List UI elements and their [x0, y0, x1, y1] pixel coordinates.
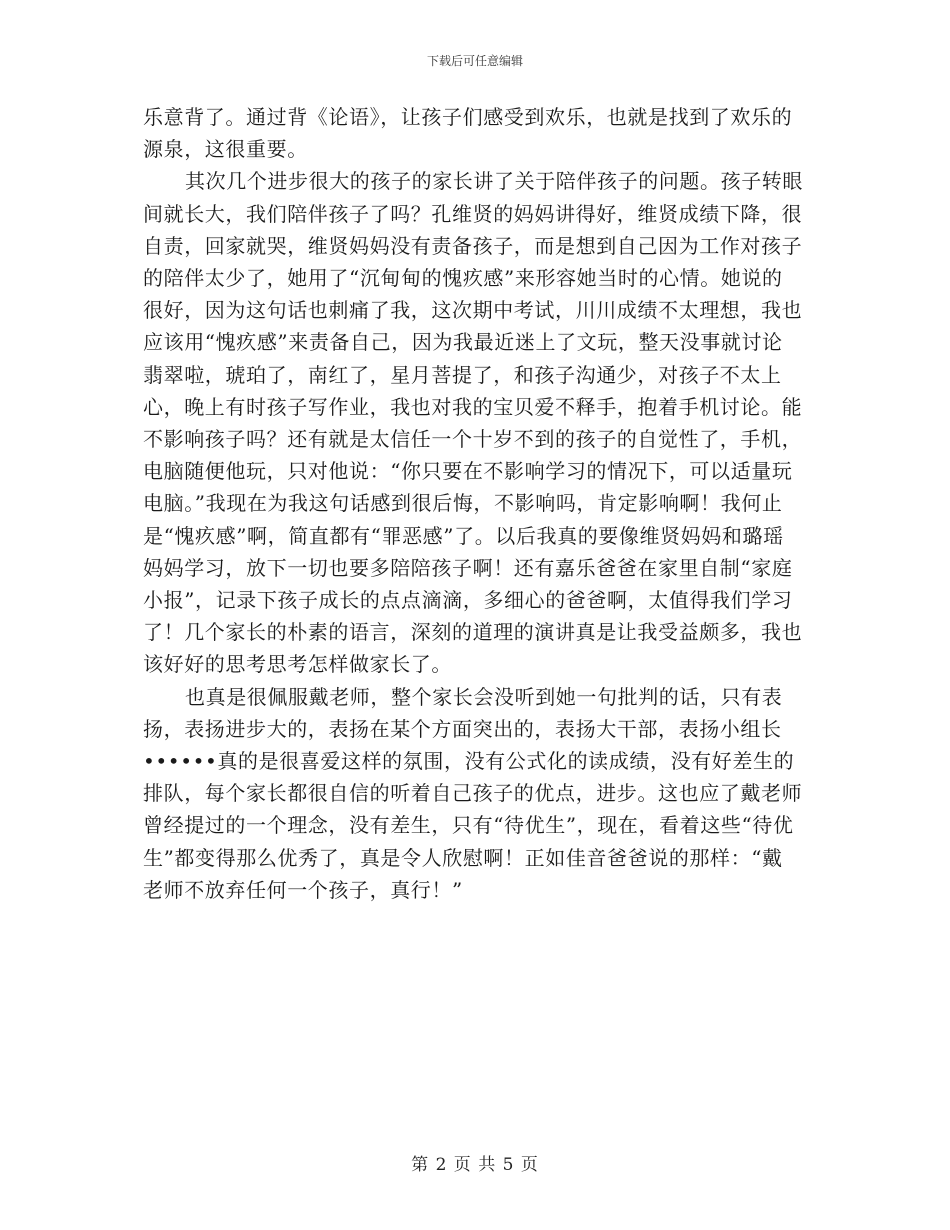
page-header: 下载后可任意编辑: [426, 54, 523, 68]
page-number: 第 2 页 共 5 页: [411, 1155, 539, 1175]
paragraph-parents-companionship: 其次几个进步很大的孩子的家长讲了关于陪伴孩子的问题。孩子转眼间就长大，我们陪伴孩子了吗？孔维贤的妈妈讲得好，维贤成绩下降，很自责，回家就哭，维贤妈妈没有责备孩子，而是想到自己因为工作对孩子的陪伴太少了，她用了“沉甸甸的愧疚感”来形容她当时的心情。她说的很好，因为这句话也刺痛了我，这次期中考试，川川成绩不太理想，我也应该用“愧疚感”来责备自己，因为我最近迷上了文玩，整天没事就讨论翡翠啦，琥珀了，南红了，星月菩提了，和孩子沟通少，对孩子不太上心，晚上有时孩子写作业，我也对我的宝贝爱不释手，抱着手机讨论。能不影响孩子吗？还有就是太信任一个十岁不到的孩子的自觉性了，手机，电脑随便他玩，只对他说：“你只要在不影响学习的情况下，可以适量玩电脑。”我现在为我这句话感到很后悔，不影响吗，肯定影响啊！我何止是“愧疚感”啊，简直都有“罪恶感”了。以后我真的要像维贤妈妈和璐瑶妈妈学习，放下一切也要多陪陪孩子啊！还有嘉乐爸爸在家里自制“家庭小报”，记录下孩子成长的点点滴滴，多细心的爸爸啊，太值得我们学习了！几个家长的朴素的语言，深刻的道理的演讲真是让我受益颇多，我也该好好的思考思考怎样做家长了。: [143, 169, 803, 677]
paragraph-teacher-praise: 也真是很佩服戴老师，整个家长会没听到她一句批判的话，只有表扬，表扬进步大的，表扬在某个方面突出的，表扬大干部，表扬小组长••••••真的是很喜爱这样的氛围，没有公式化的读成绩，没有好差生的排队，每个家长都很自信的听着自己孩子的优点，进步。这也应了戴老师曾经提过的一个理念，没有差生，只有“待优生”，现在，看着这些“待优生”都变得那么优秀了，真是令人欣慰啊！正如佳音爸爸说的那样：“戴老师不放弃任何一个孩子，真行！”: [143, 684, 803, 902]
document-body: [143, 101, 803, 906]
paragraph-continuation: 乐意背了。通过背《论语》，让孩子们感受到欢乐，也就是找到了欢乐的源泉，这很重要。: [143, 105, 793, 162]
